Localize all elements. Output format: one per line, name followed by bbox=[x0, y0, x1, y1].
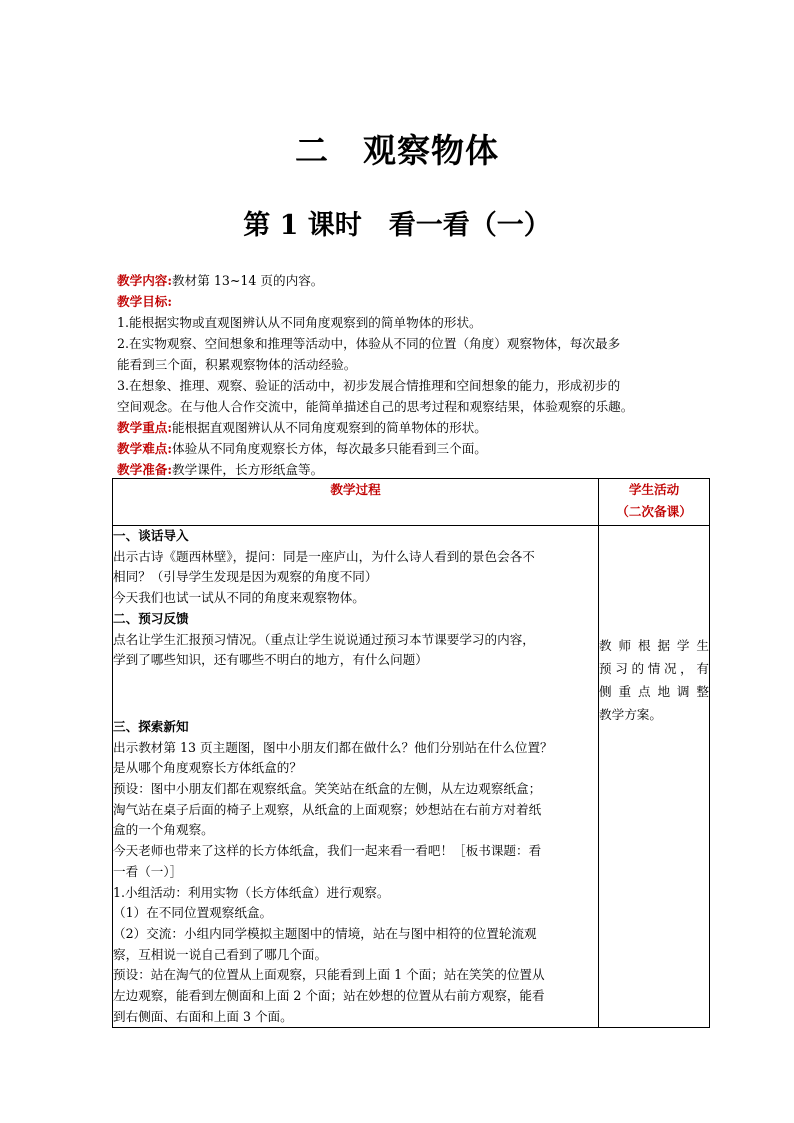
side-note-line: 教师根据学生 bbox=[599, 638, 709, 653]
content-line: 今天老师也带来了这样的长方体纸盒，我们一起来看一看吧！［板书课题：看 bbox=[113, 843, 542, 859]
side-note-line: 教学方案。 bbox=[599, 707, 662, 722]
section-heading: 二、预习反馈 bbox=[113, 610, 189, 626]
lesson-title: 第 1 课时 看一看（一） bbox=[243, 210, 551, 241]
side-note-line: 预习的情况，有 bbox=[599, 661, 709, 676]
content-line: （2）交流：小组内同学模拟主题图中的情境，站在与图中相符的位置轮流观 bbox=[113, 925, 537, 941]
objective-line: 2.在实物观察、空间想象和推理等活动中，体验从不同的位置（角度）观察物体，每次最多 bbox=[117, 336, 621, 351]
meta-label: 教学重点: bbox=[117, 420, 173, 435]
content-line: 点名让学生汇报预习情况。（重点让学生说说通过预习本节课要学习的内容， bbox=[113, 631, 535, 647]
unit-title: 二 观察物体 bbox=[295, 131, 499, 170]
content-line: 今天我们也试一试从不同的角度来观察物体。 bbox=[113, 590, 365, 606]
header-teaching-process: 教学过程 bbox=[113, 479, 599, 526]
spacer bbox=[113, 671, 598, 717]
content-line: 学到了哪些知识，还有哪些不明白的地方，有什么问题） bbox=[113, 652, 428, 668]
meta-objectives-heading bbox=[117, 291, 697, 312]
student-activity-cell bbox=[599, 526, 710, 1028]
content-line: 淘气站在桌子后面的椅子上观察，从纸盒的上面观察；妙想站在右前方对着纸 bbox=[113, 801, 542, 817]
meta-text: 教学课件，长方形纸盒等。 bbox=[172, 462, 324, 477]
content-line: 出示古诗《题西林壁》，提问：同是一座庐山，为什么诗人看到的景色会各不 bbox=[113, 548, 535, 564]
meta-label: 教学准备: bbox=[117, 462, 173, 477]
content-line: 一看（一）］ bbox=[113, 863, 183, 879]
content-line: （1）在不同位置观察纸盒。 bbox=[113, 905, 273, 921]
meta-content bbox=[117, 270, 697, 291]
side-note-line: 侧重点地调整 bbox=[599, 684, 709, 699]
meta-text: 体验从不同角度观察长方体，每次最多只能看到三个面。 bbox=[172, 441, 487, 456]
header-side-line: （二次备课） bbox=[616, 504, 692, 519]
meta-key-point bbox=[117, 417, 697, 438]
objective-line: 1.能根据实物或直观图辨认从不同角度观察到的简单物体的形状。 bbox=[117, 315, 482, 330]
content-line: 出示教材第 13 页主题图，图中小朋友们都在做什么？他们分别站在什么位置？ bbox=[113, 739, 553, 755]
table-body-row bbox=[113, 526, 710, 1028]
side-note bbox=[599, 634, 709, 726]
objective-line: 空间观念。在与他人合作交流中，能简单描述自己的思考过程和观察结果，体验观察的乐趣。 bbox=[117, 399, 634, 414]
meta-preparation bbox=[117, 459, 697, 480]
content-line: 相同？（引导学生发现是因为观察的角度不同） bbox=[113, 569, 378, 585]
meta-label: 教学内容: bbox=[117, 273, 173, 288]
content-line: 到右侧面、右面和上面 3 个面。 bbox=[113, 1008, 293, 1024]
section-heading: 三、探索新知 bbox=[113, 718, 189, 734]
content-line: 是从哪个角度观察长方体纸盒的？ bbox=[113, 760, 302, 776]
meta-difficulty bbox=[117, 438, 697, 459]
meta-label: 教学难点: bbox=[117, 441, 173, 456]
content-line: 预设：图中小朋友们都在观察纸盒。笑笑站在纸盒的左侧，从左边观察纸盒； bbox=[113, 781, 542, 797]
content-line: 盒的一个角观察。 bbox=[113, 822, 214, 838]
meta-text: 教材第 13~14 页的内容。 bbox=[172, 273, 324, 288]
lesson-meta bbox=[117, 270, 697, 480]
meta-label: 教学目标: bbox=[117, 294, 173, 309]
section-heading: 一、谈话导入 bbox=[113, 528, 189, 543]
meta-text: 能根据直观图辨认从不同角度观察到的简单物体的形状。 bbox=[172, 420, 487, 435]
content-line: 左边观察，能看到左侧面和上面 2 个面；站在妙想的位置从右前方观察，能看 bbox=[113, 988, 545, 1004]
objective-line: 能看到三个面，积累观察物体的活动经验。 bbox=[117, 357, 357, 372]
teaching-process-table bbox=[112, 478, 710, 1028]
table-header-row bbox=[113, 479, 710, 526]
process-content bbox=[113, 526, 599, 1028]
content-line: 预设：站在淘气的位置从上面观察，只能看到上面 1 个面；站在笑笑的位置从 bbox=[113, 967, 545, 983]
content-line: 察，互相说一说自己看到了哪几个面。 bbox=[113, 946, 328, 962]
header-side-line: 学生活动 bbox=[628, 482, 680, 497]
header-student-activity bbox=[599, 479, 710, 526]
content-line: 1.小组活动：利用实物（长方体纸盒）进行观察。 bbox=[113, 884, 390, 900]
objective-line: 3.在想象、推理、观察、验证的活动中，初步发展合情推理和空间想象的能力，形成初步的 bbox=[117, 378, 621, 393]
